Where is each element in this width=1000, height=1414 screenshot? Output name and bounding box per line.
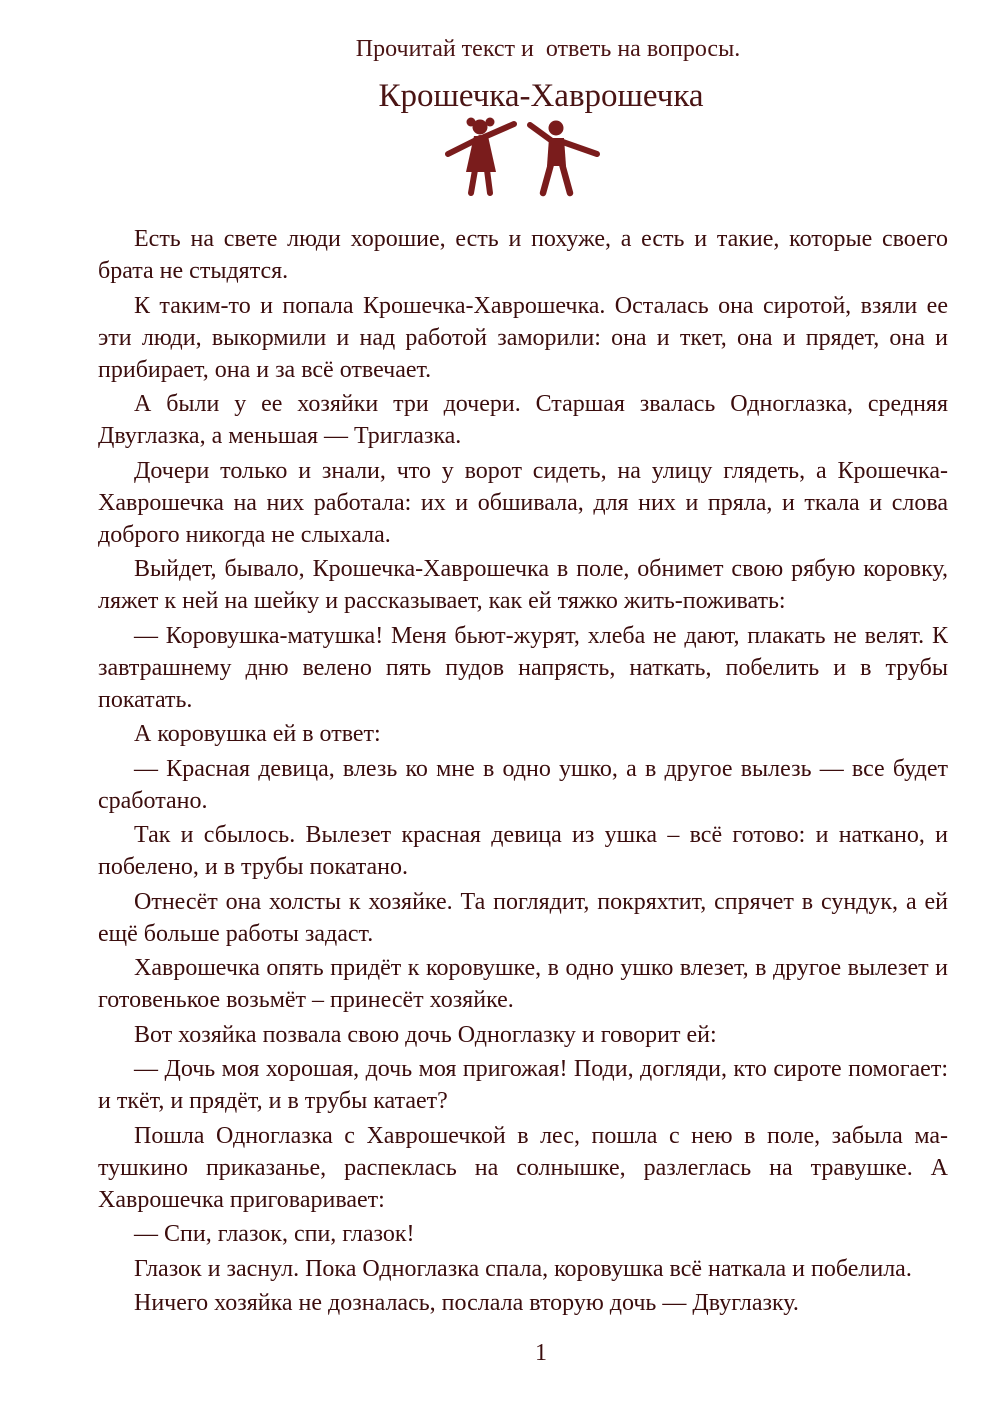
paragraph: Ничего хозяйка не дозналась, послала вторую дочь — Двуглазку. xyxy=(134,1290,799,1316)
paragraph: — Коровушка-матушка! Меня бьют-журят, хлеба не дают, плакать не велят. К завтрашнему дню велено пять пудов напрясть, наткать, побелить и в трубы покатать. xyxy=(98,622,948,713)
paragraph: Глазок и заснул. Пока Одноглазка спала, коровушка всё наткала и побелила. xyxy=(134,1255,912,1282)
paragraph: Отнесёт она холсты к хозяйке. Та поглядит, покряхтит, спрячет в сундук, а ей ещё больше работы задаст. xyxy=(98,888,948,947)
paragraph: А были у ее хозяйки три дочери. Старшая звалась Одноглазка, средняя Двуглазка, а меньшая — Триглазка. xyxy=(98,391,948,449)
paragraph: Есть на свете люди хорошие, есть и похуже, а есть и такие, которые своего брата не стыдятся. xyxy=(98,226,948,284)
paragraph: Вот хозяйка позвала свою дочь Одноглазку и говорит ей: xyxy=(134,1021,717,1048)
paragraph: К таким-то и попала Крошечка-Хаврошечка. Осталась она сиротой, взяли ее эти люди, выкормили и над работой заморили: она и ткет, она и прядет, она и прибирает, она и за всё отвечает. xyxy=(98,292,948,383)
paragraph: Выйдет, бывало, Крошечка-Хаврошечка в поле, обнимет свою рябую коровку, ляжет к ней на шейку и рассказывает, как ей тяжко жить-поживать: xyxy=(98,556,948,614)
paragraph: Дочери только и знали, что у ворот сидеть, на улицу глядеть, а Крошечка-Хаврошечка на них работала: их и обшивала, для них и пряла, и ткала и слова доброго никогда не слыхала. xyxy=(98,457,948,548)
paragraph: — Дочь моя хорошая, дочь моя пригожая! Поди, догляди, кто сироте помогает: и ткёт, и прядёт, и в трубы катает? xyxy=(98,1056,948,1114)
page-number: 1 xyxy=(535,1340,547,1366)
paragraph: Хаврошечка опять придёт к коровушке, в одно ушко влезет, в другое вылезет и готовенькое возьмёт – принесёт хозяйке. xyxy=(98,955,948,1013)
paragraph: Пошла Одноглазка с Хаврошечкой в лес, пошла с нею в поле, забыла матушкино приказанье, распеклась на солнышке, разлеглась на травушке. А Хаврошечка приговаривает: xyxy=(98,1122,948,1213)
boy-silhouette-icon xyxy=(530,121,597,194)
paragraph: — Спи, глазок, спи, глазок! xyxy=(134,1221,415,1247)
story-text xyxy=(98,223,948,1322)
paragraph: — Красная девица, влезь ко мне в одно ушко, а в другое вылезь — все будет сработано. xyxy=(98,755,948,814)
instruction-text: Прочитай текст и ответь на вопросы. xyxy=(355,36,741,62)
girl-silhouette-icon xyxy=(448,118,514,194)
children-silhouettes-icon xyxy=(444,114,604,198)
story-title: Крошечка-Хаврошечка xyxy=(378,78,704,114)
paragraph: А коровушка ей в ответ: xyxy=(134,721,381,747)
paragraph: Так и сбылось. Вылезет красная девица из ушка – всё готово: и наткано, и побелено, и в трубы покатано. xyxy=(98,822,948,880)
